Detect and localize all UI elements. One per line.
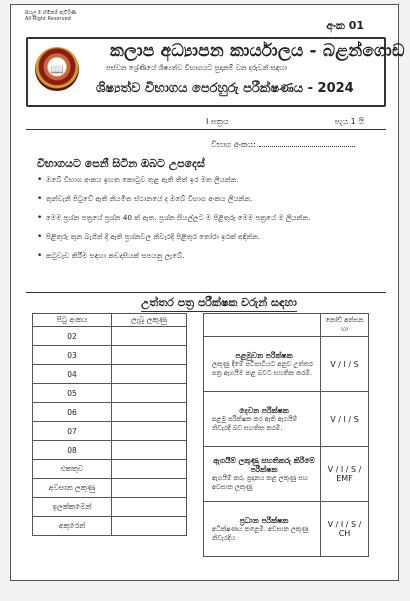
table-row: 06 xyxy=(33,403,187,422)
examiner-section-title: උත්තර පත්‍ර පරීක්ෂක වරුන් සඳහා xyxy=(141,296,297,312)
in-digits-cell[interactable] xyxy=(112,498,187,517)
exam-index-blank[interactable] xyxy=(259,146,355,147)
marks-cell[interactable] xyxy=(112,422,187,441)
copyright-si: සියලු ම හිමිකම් ඇවිරිණි xyxy=(25,10,77,16)
instruction-item: • කටුවැඩ කිරීම සඳහා කඩදාසියක් සපයනු ලැබේ. xyxy=(37,251,185,261)
table-row: 08 xyxy=(33,441,187,460)
marks-cell[interactable] xyxy=(112,441,187,460)
bullet-icon: • xyxy=(37,213,43,223)
exam-index-field[interactable] xyxy=(211,140,355,150)
code-cell[interactable]: V / I / S xyxy=(321,337,369,392)
paper-number: අංක 01 xyxy=(326,19,364,32)
table-row: ඉලක්කමෙන් xyxy=(33,498,187,517)
table-row xyxy=(204,337,369,392)
instruction-item: • මෙම ප්‍රශ්න පත්‍රයේ ප්‍රශ්න 40 ක් ඇත. ප්‍රශ්න සියල්ලට ම පිළිතුරු මෙම පත්‍රයේ ම ලියන්න. xyxy=(37,213,311,223)
examiner-note: ඇගයීම් කර, ප්‍රදානය කළ ලකුණු සහ අවසාන ලකුණු xyxy=(212,474,309,491)
examiner-role: ඇගයීම් ලකුණු සහතිකරු කිරීමේ පරීක්ෂක xyxy=(213,456,315,474)
table-row: 07 xyxy=(33,422,187,441)
table-row: එකතුව xyxy=(33,460,187,479)
instruction-item: • පිළිතුරු තුන බැගින් දී ඇති ප්‍රශ්නවල නිවැරදි පිළිතුර තෝරා ඉරක් අඳින්න. xyxy=(37,232,261,242)
copyright-note xyxy=(25,10,76,22)
table-row: අකුරෙන් xyxy=(33,517,187,536)
final-marks-cell[interactable] xyxy=(112,479,187,498)
code-signature-header: කෝඩ් අත්සන හා xyxy=(321,314,369,337)
marks-cell[interactable] xyxy=(112,327,187,346)
instruction-item: • ඔබේ විභාග අංකය ඉහත කොටුව තුළ ඇති තිත් ඉර මත ලියන්න. xyxy=(37,175,239,185)
in-words-cell[interactable] xyxy=(112,517,187,536)
duration-label: පැය 1 යි xyxy=(334,117,364,126)
header-box xyxy=(26,37,405,107)
table-row xyxy=(204,392,369,447)
marks-cell[interactable] xyxy=(112,346,187,365)
paper-label: I පත්‍රය xyxy=(206,117,229,126)
instruction-item: • තුන්වැනි පිටුවේ ඇති නියමිත ස්ථානයේ ද ඔබේ විභාග අංකය ලියන්න. xyxy=(37,194,253,204)
blank-header-cell xyxy=(204,314,321,337)
examiner-check-table xyxy=(203,313,369,557)
table-row xyxy=(204,502,369,557)
bullet-icon: • xyxy=(37,251,43,261)
table-row: අවසාන ලකුණු xyxy=(33,479,187,498)
examiner-note: ලකුණු දීමේ පටිපාටියට අනුව උත්තර පත්‍ර ඇගයීම කළ බවට සහතික කරමි. xyxy=(212,359,313,377)
examiner-role: ප්‍රධාන පරීක්ෂක xyxy=(239,515,289,525)
instructions-title: විභාගයට පෙනී සිටින ඔබට උපදෙස් xyxy=(37,157,205,170)
code-cell[interactable]: V / I / S xyxy=(321,392,369,447)
exam-index-label: විභාග අංකය: xyxy=(211,140,256,149)
score-table xyxy=(32,313,187,536)
table-row: 04 xyxy=(33,365,187,384)
code-cell[interactable]: V / I / S / CH xyxy=(321,502,369,557)
bullet-icon: • xyxy=(37,232,43,242)
branch-subtitle: පස්වන ශ්‍රේණියේ ශිෂ්‍යත්ව විභාගයට සුදානම් වන දරුවන් සඳහා xyxy=(106,64,288,72)
divider xyxy=(26,292,386,293)
examiner-note: පළමු පරීක්ෂක කර ඇති ඇගයීම් නිවැරදි බව සහතික කරමි. xyxy=(212,414,298,432)
marks-cell[interactable] xyxy=(112,384,187,403)
table-row: 02 xyxy=(33,327,187,346)
col-header-page: පිටු අංකය xyxy=(33,314,112,327)
code-cell[interactable]: V / I / S / EMF xyxy=(321,447,369,502)
bullet-icon: • xyxy=(37,194,43,204)
education-office-logo xyxy=(35,47,79,91)
divider xyxy=(26,129,386,130)
exam-title: ශිෂ්‍යත්ව විභාගය පෙරහුරු පරීක්ෂණය - 2024 xyxy=(96,81,354,96)
bullet-icon: • xyxy=(37,175,43,185)
book-emblem-icon: 📖 xyxy=(50,62,64,76)
examiner-note: අධීක්ෂණය කළෙමි. අවසාන ලකුණු නිවැරදිය xyxy=(212,524,309,542)
marks-cell[interactable] xyxy=(112,365,187,384)
office-title: කලාප අධ්‍යාපන කාර්යාලය - බළන්ගොඩ xyxy=(110,41,405,61)
table-row xyxy=(204,447,369,502)
marks-cell[interactable] xyxy=(112,403,187,422)
total-cell[interactable] xyxy=(112,460,187,479)
table-row: 03 xyxy=(33,346,187,365)
examiner-role: දෙවන පරීක්ෂක xyxy=(239,405,289,415)
copyright-en: All Right Reserved xyxy=(25,16,71,22)
examiner-role: පළමුවන පරීක්ෂක xyxy=(235,350,293,360)
col-header-marks: ලැබූ ලකුණු xyxy=(112,314,187,327)
instructions-list xyxy=(37,175,382,270)
table-row: 05 xyxy=(33,384,187,403)
